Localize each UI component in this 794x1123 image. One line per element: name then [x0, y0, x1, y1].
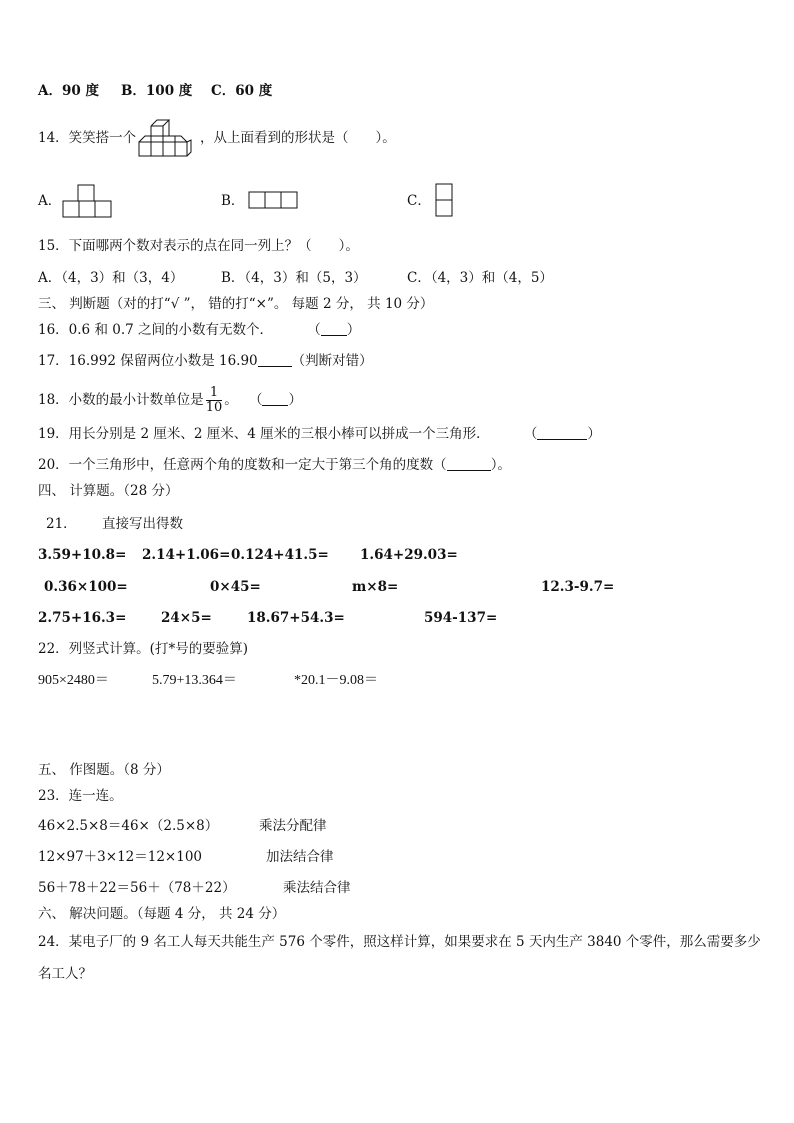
- q13-option-c: C．60 度: [211, 83, 273, 99]
- q19: 19．用长分别是 2 厘米、2 厘米、4 厘米的三根小棒可以拼成一个三角形． （ ）: [38, 426, 601, 442]
- calc-item: 0.36×100=: [44, 579, 128, 595]
- q14-option-a-label: A．: [38, 193, 62, 209]
- fraction-numerator: 1: [206, 386, 223, 401]
- q18-text: 18．小数的最小计数单位是: [38, 392, 204, 408]
- q24-line-1: 24．某电子厂的 9 名工人每天共能生产 576 个零件，照这样计算，如果要求在 5 天内生产 3840 个零件，那么需要多少: [38, 934, 761, 950]
- q14-option-b-shape: [248, 191, 298, 209]
- calc-item: 2.14+1.06=: [142, 547, 231, 563]
- q24-line-2: 名工人？: [38, 966, 92, 982]
- q20-text: 20．一个三角形中，任意两个角的度数和一定大于第三个角的度数（: [38, 457, 447, 473]
- section-6-heading: 六、 解决问题。（每题 4 分， 共 24 分）: [38, 906, 286, 922]
- q15-option-b: B．（4，3）和（5，3）: [221, 270, 367, 286]
- q16: 16．0.6 和 0.7 之间的小数有无数个． （ ）: [38, 322, 361, 338]
- calc-item: 24×5=: [161, 610, 212, 626]
- cube-stack-figure: [137, 118, 193, 160]
- q17-text: 17．16.992 保留两位小数是 16.90: [38, 353, 258, 369]
- q13-option-a: A．90 度: [38, 83, 99, 99]
- q19-text: 19．用长分别是 2 厘米、2 厘米、4 厘米的三根小棒可以拼成一个三角形．: [38, 426, 490, 442]
- q14-stem-post: ，从上面看到的形状是（ ）。: [200, 130, 396, 146]
- q22-title: 22．列竖式计算。(打*号的要验算): [38, 641, 248, 657]
- q14-option-a-shape: [62, 184, 112, 218]
- vertical-calc-item: *20.1－9.08＝: [294, 673, 378, 688]
- q23-right-item: 乘法结合律: [283, 880, 351, 896]
- q21-number: 21．: [46, 516, 77, 532]
- q21-title: 直接写出得数: [102, 516, 183, 532]
- calc-item: 0×45=: [210, 579, 261, 595]
- q18-end: 。: [224, 392, 238, 408]
- fraction-one-tenth: [206, 386, 223, 415]
- calc-item: 1.64+29.03=: [360, 547, 458, 563]
- q13-option-b: B．100 度: [121, 83, 193, 99]
- q15-option-a: A．（4，3）和（3，4）: [38, 270, 184, 286]
- calc-item: 18.67+54.3=: [247, 610, 345, 626]
- q15-stem: 15．下面哪两个数对表示的点在同一列上？（ ）。: [38, 238, 359, 254]
- calc-item: 2.75+16.3=: [38, 610, 127, 626]
- calc-item: m×8=: [352, 579, 399, 595]
- q14-option-c-label: C．: [407, 193, 431, 209]
- calc-item: 3.59+10.8=: [38, 547, 127, 563]
- q20-end: ）。: [490, 457, 511, 473]
- vertical-calc-item: 905×2480＝: [38, 673, 109, 688]
- q14-option-c-shape: [435, 183, 453, 217]
- q23-left-item: 56＋78＋22＝56＋（78＋22）: [38, 880, 236, 896]
- section-5-heading: 五、 作图题。（8 分）: [38, 762, 170, 778]
- calc-item: 594-137=: [424, 610, 498, 626]
- q17: [38, 351, 373, 371]
- q23-left-item: 12×97＋3×12＝12×100: [38, 849, 203, 865]
- vertical-calc-item: 5.79+13.364＝: [152, 673, 237, 688]
- q23-right-item: 加法结合律: [266, 849, 334, 865]
- calc-item: 12.3-9.7=: [541, 579, 615, 595]
- q15-option-c: C．（4，3）和（4，5）: [407, 270, 553, 286]
- q14-option-b-label: B．: [221, 193, 245, 209]
- calc-item: 0.124+41.5=: [231, 547, 329, 563]
- q23-right-item: 乘法分配律: [259, 818, 327, 834]
- q14-stem-pre: 14．笑笑搭一个: [38, 130, 137, 146]
- section-4-heading: 四、 计算题。（28 分）: [38, 483, 179, 499]
- q23-title: 23．连一连。: [38, 788, 123, 804]
- q23-left-item: 46×2.5×8＝46×（2.5×8）: [38, 818, 219, 834]
- q18: 18．小数的最小计数单位是 $\frac{1}{10}$ 。 （ ）: [38, 385, 302, 415]
- fraction-denominator: 10: [205, 400, 223, 415]
- q17-tail: （判断对错）: [291, 353, 373, 369]
- q16-text: 16．0.6 和 0.7 之间的小数有无数个．: [38, 322, 273, 338]
- section-3-heading: 三、 判断题（对的打“√ ”， 错的打“×”。 每题 2 分， 共 10 分）: [38, 296, 434, 312]
- q20: [38, 455, 511, 475]
